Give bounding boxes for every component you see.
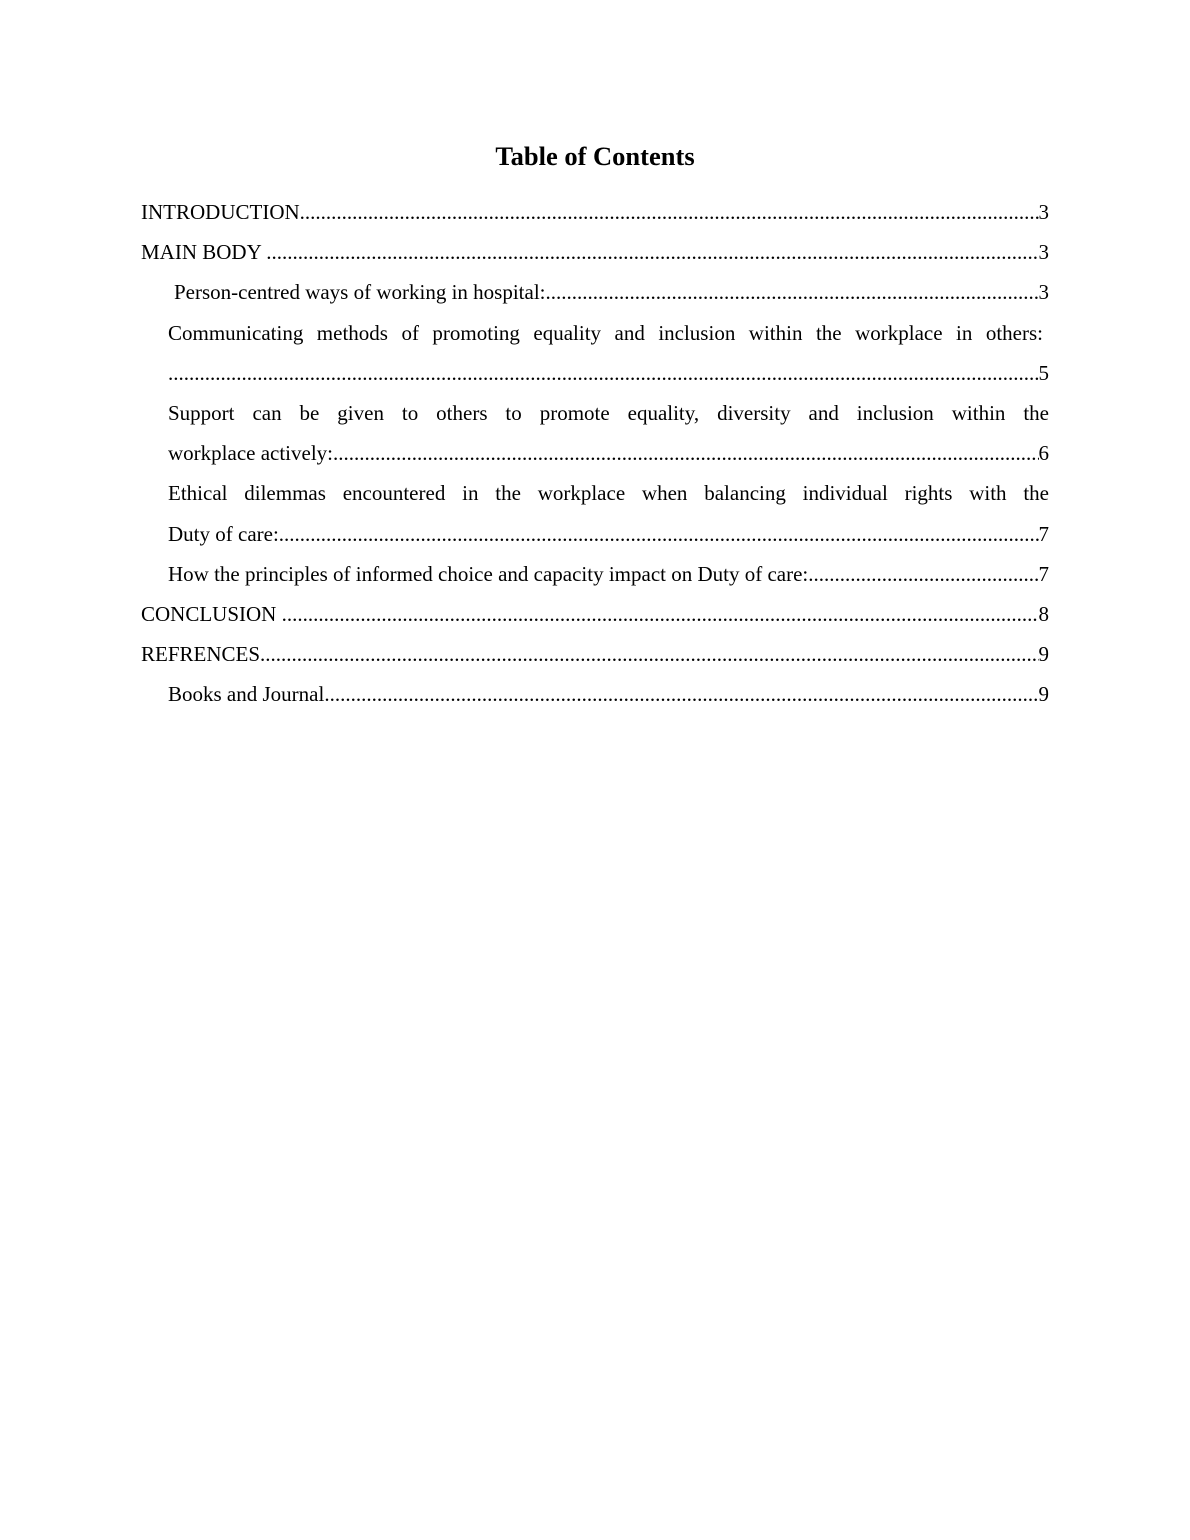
toc-entry-introduction[interactable]	[141, 192, 1049, 232]
dot-leader	[808, 554, 1038, 594]
toc-page-number: 7	[1038, 561, 1049, 586]
toc-page-number: 9	[1038, 682, 1049, 707]
toc-entry-communicating-methods[interactable]	[141, 313, 1049, 393]
toc-entry-label: How the principles of informed choice and capacity impact on Duty of care:	[168, 561, 809, 586]
toc-page-number: 6	[1038, 441, 1049, 466]
toc-entry-label-line-1: Ethical dilemmas encountered in the workplace when balancing individual rights with the	[168, 481, 1049, 506]
toc-page-number: 5	[1038, 360, 1049, 385]
toc-entry-label-line-1: Support can be given to others to promote equality, diversity and inclusion within the	[168, 401, 1049, 426]
toc-entry-person-centred[interactable]	[141, 272, 1049, 312]
toc-entry-conclusion[interactable]	[141, 594, 1049, 634]
toc-entry-label: Books and Journal	[168, 682, 325, 707]
toc-entry-ethical-dilemmas[interactable]	[141, 473, 1049, 553]
toc-entry-informed-choice[interactable]	[141, 554, 1049, 594]
dot-leader	[282, 594, 1039, 634]
toc-page-number: 9	[1038, 642, 1049, 667]
dot-leader	[324, 674, 1038, 714]
toc-entry-label: INTRODUCTION	[141, 200, 300, 224]
table-of-contents	[141, 192, 1049, 715]
dot-leader	[266, 232, 1038, 272]
toc-page-number: 3	[1038, 280, 1049, 305]
dot-leader	[260, 634, 1038, 674]
toc-page-number: 3	[1038, 240, 1049, 265]
toc-entry-label: Person-centred ways of working in hospital:	[174, 280, 546, 305]
dot-leader	[333, 433, 1038, 473]
toc-page-number: 7	[1038, 521, 1049, 546]
toc-page-number: 3	[1038, 200, 1049, 224]
dot-leader	[279, 514, 1039, 554]
toc-entry-support-given[interactable]	[141, 393, 1049, 473]
toc-entry-label: MAIN BODY	[141, 240, 267, 265]
toc-title: Table of Contents	[495, 141, 695, 171]
toc-entry-books-and-journal[interactable]	[141, 674, 1049, 714]
toc-entry-label-line-1: Communicating methods of promoting equality and inclusion within the workplace in others:	[168, 320, 1043, 345]
dot-leader	[168, 353, 1039, 393]
toc-entry-label: REFRENCES	[141, 642, 261, 667]
dot-leader	[546, 272, 1039, 312]
toc-entry-label: Duty of care:	[168, 521, 279, 546]
toc-entry-label: workplace actively:	[168, 441, 334, 466]
toc-entry-references[interactable]	[141, 634, 1049, 674]
toc-entry-main-body[interactable]	[141, 232, 1049, 272]
dot-leader	[300, 192, 1039, 232]
toc-page-number: 8	[1038, 602, 1049, 627]
toc-entry-label: CONCLUSION	[141, 602, 282, 627]
